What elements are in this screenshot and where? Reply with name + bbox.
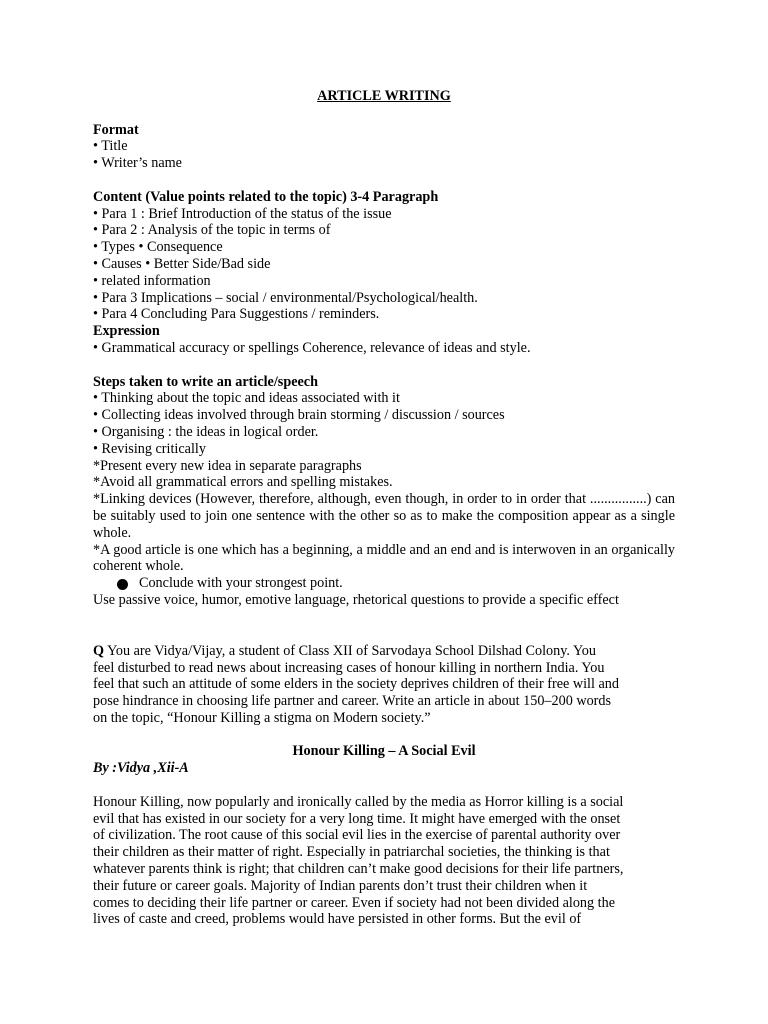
expression-item: • Grammatical accuracy or spellings Coherence, relevance of ideas and style. (93, 339, 531, 356)
conclude-bullet-item (93, 575, 675, 592)
bullet-dot-icon (117, 579, 128, 590)
content-item: • Para 1 : Brief Introduction of the status of the issue (93, 205, 392, 222)
essay-body (93, 794, 675, 928)
steps-item: *Present every new idea in separate paragraphs (93, 457, 362, 474)
question-line: on the topic, “Honour Killing a stigma on Modern society.” (93, 709, 431, 726)
essay-byline: By :Vidya ,Xii-A (93, 760, 189, 777)
essay-line: lives of caste and creed, problems would have persisted in other forms. But the evil of (93, 911, 582, 928)
steps-item: • Organising : the ideas in logical order. (93, 423, 319, 440)
content-item: • Para 4 Concluding Para Suggestions / reminders. (93, 306, 380, 323)
question-line: feel disturbed to read news about increasing cases of honour killing in northern India. You (93, 659, 605, 676)
format-heading: Format (93, 121, 139, 138)
question-line: feel that such an attitude of some elders in the society deprives children of their free will and (93, 676, 619, 693)
spacer (93, 777, 675, 794)
passive-voice-line: Use passive voice, humor, emotive language, rhetorical questions to provide a specific effect (93, 591, 619, 608)
spacer (93, 609, 675, 643)
content-item: • Para 3 Implications – social / environmental/Psychological/health. (93, 289, 478, 306)
essay-line: Honour Killing, now popularly and ironically called by the media as Horror killing is a social (93, 793, 624, 810)
steps-item: • Revising critically (93, 440, 206, 457)
document-page (93, 88, 675, 928)
spacer (93, 172, 675, 189)
spacer (93, 357, 675, 374)
content-heading: Content (Value points related to the topic) 3-4 Paragraph (93, 188, 439, 205)
format-item: • Title (93, 138, 128, 155)
question-block (93, 643, 675, 727)
essay-title: Honour Killing – A Social Evil (292, 743, 476, 760)
question-line: pose hindrance in choosing life partner and career. Write an article in about 150–200 words (93, 693, 612, 710)
steps-item: • Thinking about the topic and ideas associated with it (93, 390, 400, 407)
question-line (93, 643, 675, 660)
question-label: Q (93, 642, 105, 659)
content-item: • Para 2 : Analysis of the topic in terms of (93, 222, 331, 239)
essay-line: comes to deciding their life partner or career. Even if society had not been divided along the (93, 894, 615, 911)
essay-line: their children as their matter of right. Especially in patriarchal societies, the thinking is that (93, 844, 610, 861)
steps-item: *Avoid all grammatical errors and spelling mistakes. (93, 474, 393, 491)
format-item: • Writer’s name (93, 155, 182, 172)
spacer (93, 105, 675, 122)
content-item: • Types • Consequence (93, 239, 223, 256)
steps-heading: Steps taken to write an article/speech (93, 373, 318, 390)
essay-line: evil that has existed in our society for a very long time. It might have emerged with the onset (93, 810, 621, 827)
steps-item: • Collecting ideas involved through brain storming / discussion / sources (93, 407, 505, 424)
essay-line: whatever parents think is right; that children can’t make good decisions for their life partners, (93, 861, 624, 878)
essay-line: their future or career goals. Majority of Indian parents don’t trust their children when it (93, 877, 588, 894)
conclude-text: Conclude with your strongest point. (139, 575, 343, 592)
page-title: ARTICLE WRITING (317, 88, 451, 104)
expression-heading: Expression (93, 323, 160, 340)
good-article-paragraph: *A good article is one which has a beginning, a middle and an end and is interwoven in an organically coherent whole. (93, 541, 675, 575)
essay-line: of civilization. The root cause of this social evil lies in the exercise of parental authority over (93, 827, 621, 844)
question-text: You are Vidya/Vijay, a student of Class XII of Sarvodaya School Dilshad Colony. You (107, 642, 596, 659)
content-item: • related information (93, 272, 211, 289)
linking-devices-paragraph: *Linking devices (However, therefore, although, even though, in order to in order that ................) can be suitably used to join one sentence with the other so as to make the composition appear as a single whole. (93, 491, 675, 541)
content-item: • Causes • Better Side/Bad side (93, 255, 271, 272)
spacer (93, 727, 675, 744)
